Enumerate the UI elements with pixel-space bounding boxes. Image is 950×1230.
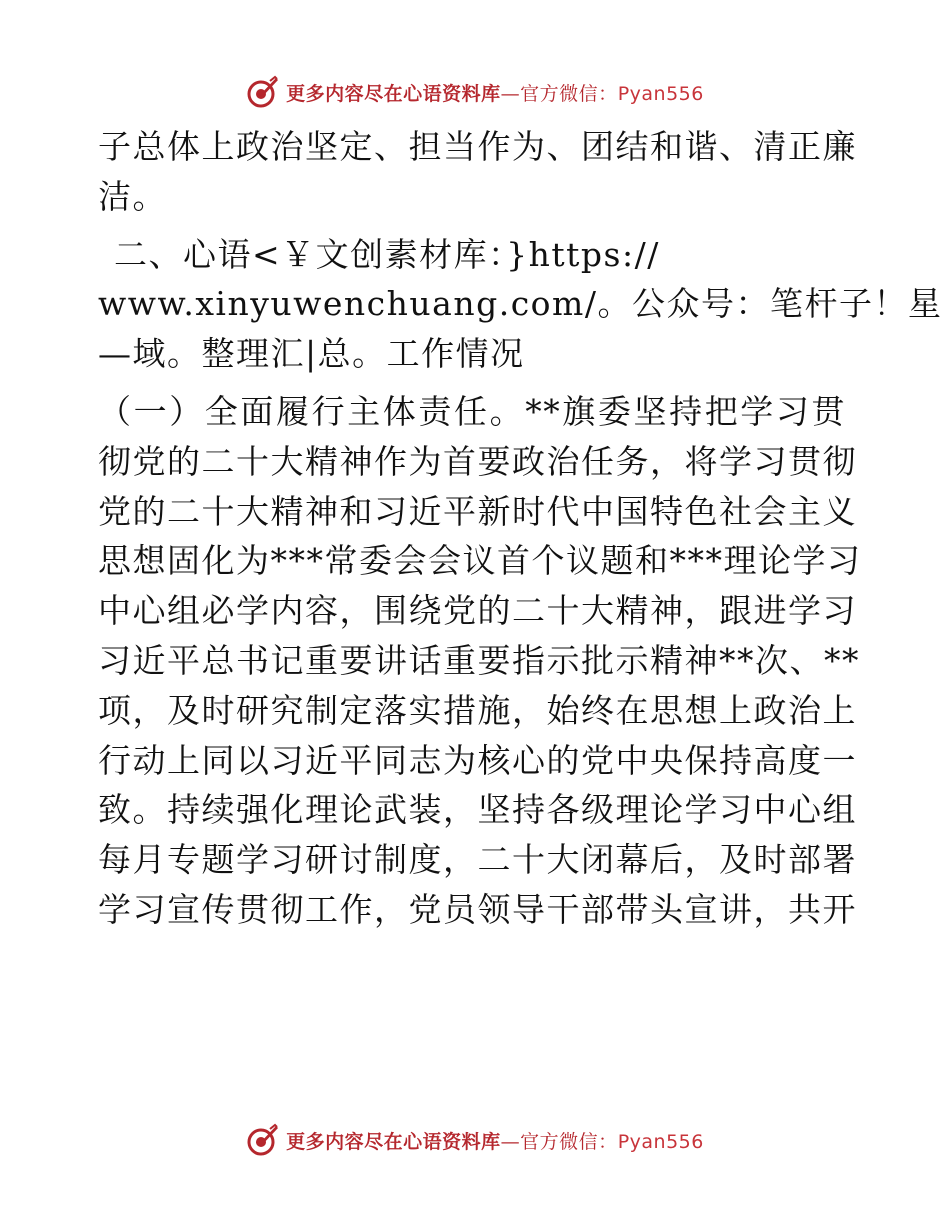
watermark-footer: [0, 1120, 950, 1160]
paragraph-line: 学习宣传贯彻工作，党员领导干部带头宣讲，共开: [98, 889, 857, 929]
paragraph-line: 洁。: [98, 176, 167, 216]
document-body: [98, 122, 943, 935]
paragraph-line: —域。整理汇|总。工作情况: [98, 334, 525, 374]
paragraph-line: 党的二十大精神和习近平新时代中国特色社会主义: [98, 491, 857, 531]
section-heading: 二、心语<￥文创素材库：}https://: [114, 234, 660, 274]
paragraph-line: 思想固化为***常委会会议首个议题和***理论学习: [98, 541, 862, 581]
paragraph-line: 习近平总书记重要讲话重要指示批示精神**次、**: [98, 640, 860, 680]
watermark-header: [0, 72, 950, 112]
paragraph-line: 子总体上政治坚定、担当作为、团结和谐、清正廉: [98, 127, 857, 166]
quill-logo-icon: [246, 1123, 280, 1157]
paragraph-line: www.xinyuwenchuang.com/。公众号：笔杆子！星: [98, 284, 943, 324]
paragraph-line: 每月专题学习研讨制度，二十大闭幕后，及时部署: [98, 840, 857, 880]
paragraph-line: 项，及时研究制定落实措施，始终在思想上政治上: [98, 690, 857, 730]
paragraph-line: 彻党的二十大精神作为首要政治任务，将学习贯彻: [98, 441, 857, 481]
paragraph-line: 中心组必学内容，围绕党的二十大精神，跟进学习: [98, 591, 857, 631]
watermark-text: 更多内容尽在心语资料库—官方微信：Pyan556: [286, 82, 704, 105]
paragraph-line: 致。持续强化理论武装，坚持各级理论学习中心组: [98, 790, 857, 830]
paragraph-line: 行动上同以习近平同志为核心的党中央保持高度一: [98, 740, 857, 780]
quill-logo-icon: [246, 75, 280, 109]
watermark-text: 更多内容尽在心语资料库—官方微信：Pyan556: [286, 1130, 704, 1153]
paragraph-line: （一）全面履行主体责任。**旗委坚持把学习贯: [98, 391, 846, 431]
